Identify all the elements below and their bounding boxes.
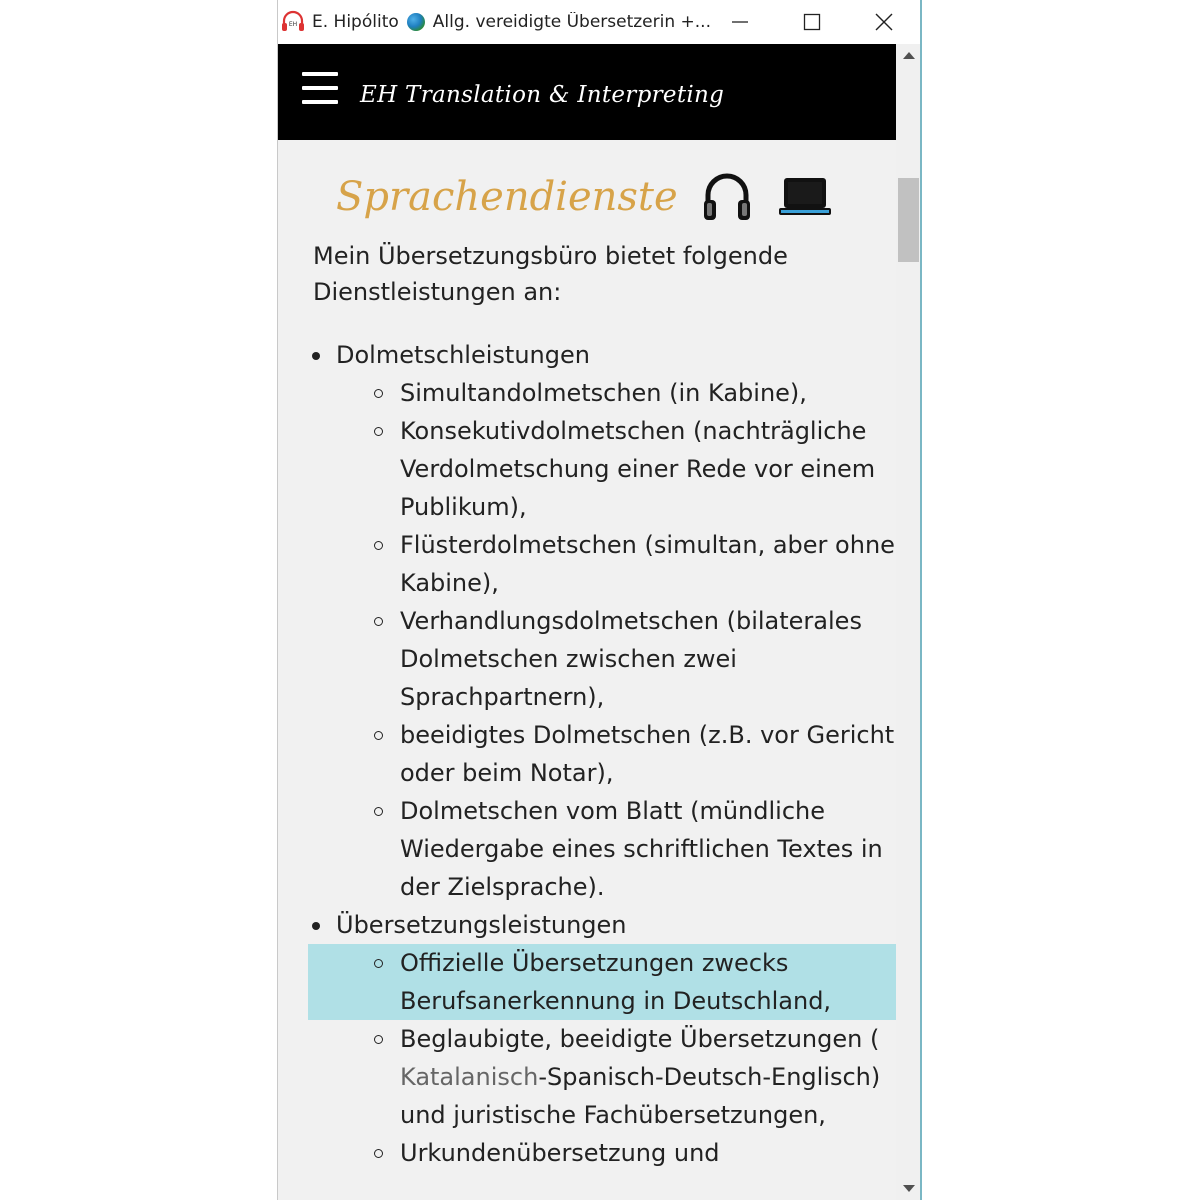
list-item: beeidigtes Dolmetschen (z.B. vor Gericht oder beim Notar), — [308, 716, 896, 792]
favicon-text: EH — [288, 21, 298, 28]
site-brand[interactable]: EH Translation & Interpreting — [360, 82, 725, 108]
list-item: Flüsterdolmetschen (simultan, aber ohne Kabine), — [308, 526, 896, 602]
maximize-icon — [803, 13, 821, 31]
page-title: Sprachendienste — [336, 174, 678, 220]
maximize-button[interactable] — [776, 0, 848, 44]
favicon-headphones-icon — [280, 9, 306, 35]
globe-icon — [407, 13, 425, 31]
close-button[interactable] — [848, 0, 920, 44]
list-item: Urkundenübersetzung und — [308, 1134, 896, 1172]
headphones-icon — [700, 170, 754, 224]
section-interpreting-title: Dolmetschleistungen — [308, 336, 896, 374]
list-item: Simultandolmetschen (in Kabine), — [308, 374, 896, 412]
list-item: Verhandlungsdolmetschen (bilaterales Dolmetschen zwischen zwei Sprachpartnern), — [308, 602, 896, 716]
window-title — [312, 12, 732, 32]
laptop-icon — [778, 175, 832, 219]
site-navbar — [278, 44, 896, 140]
page-content — [278, 140, 896, 1200]
hamburger-menu-icon[interactable] — [302, 72, 338, 108]
list-item: Konsekutivdolmetschen (nachträgliche Verdolmetschung einer Rede vor einem Publikum), — [308, 412, 896, 526]
services-list — [308, 336, 896, 1172]
title-bar — [278, 0, 920, 44]
intro-text: Mein Übersetzungsbüro bietet folgende Dienstleistungen an: — [313, 242, 788, 306]
browser-window — [277, 0, 922, 1200]
vertical-scrollbar[interactable] — [896, 44, 921, 1200]
window-title-name: E. Hipólito — [312, 12, 399, 32]
list-item: Dolmetschen vom Blatt (mündliche Wiedergabe eines schriftlichen Textes in der Zielsprache). — [308, 792, 896, 906]
scroll-thumb[interactable] — [898, 178, 919, 262]
window-title-description: Allg. vereidigte Übersetzerin +... — [432, 12, 711, 32]
list-item-highlighted: Offizielle Übersetzungen zwecks Berufsanerkennung in Deutschland, — [308, 944, 896, 1020]
scroll-down-arrow-icon[interactable] — [903, 1185, 915, 1192]
heading-row — [336, 170, 832, 224]
window-controls — [704, 0, 920, 44]
katalanisch-link[interactable]: Katalanisch — [400, 1063, 539, 1091]
close-icon — [875, 13, 893, 31]
list-item-text: -Spanisch-Deutsch-Englisch) und juristische Fachübersetzungen, — [400, 1063, 881, 1129]
list-item-text: Beglaubigte, beeidigte Übersetzungen ( — [400, 1025, 880, 1053]
scroll-up-arrow-icon[interactable] — [903, 52, 915, 59]
minimize-icon — [731, 13, 749, 31]
section-translation-title: Übersetzungsleistungen — [308, 906, 896, 944]
minimize-button[interactable] — [704, 0, 776, 44]
list-item — [308, 1020, 896, 1134]
